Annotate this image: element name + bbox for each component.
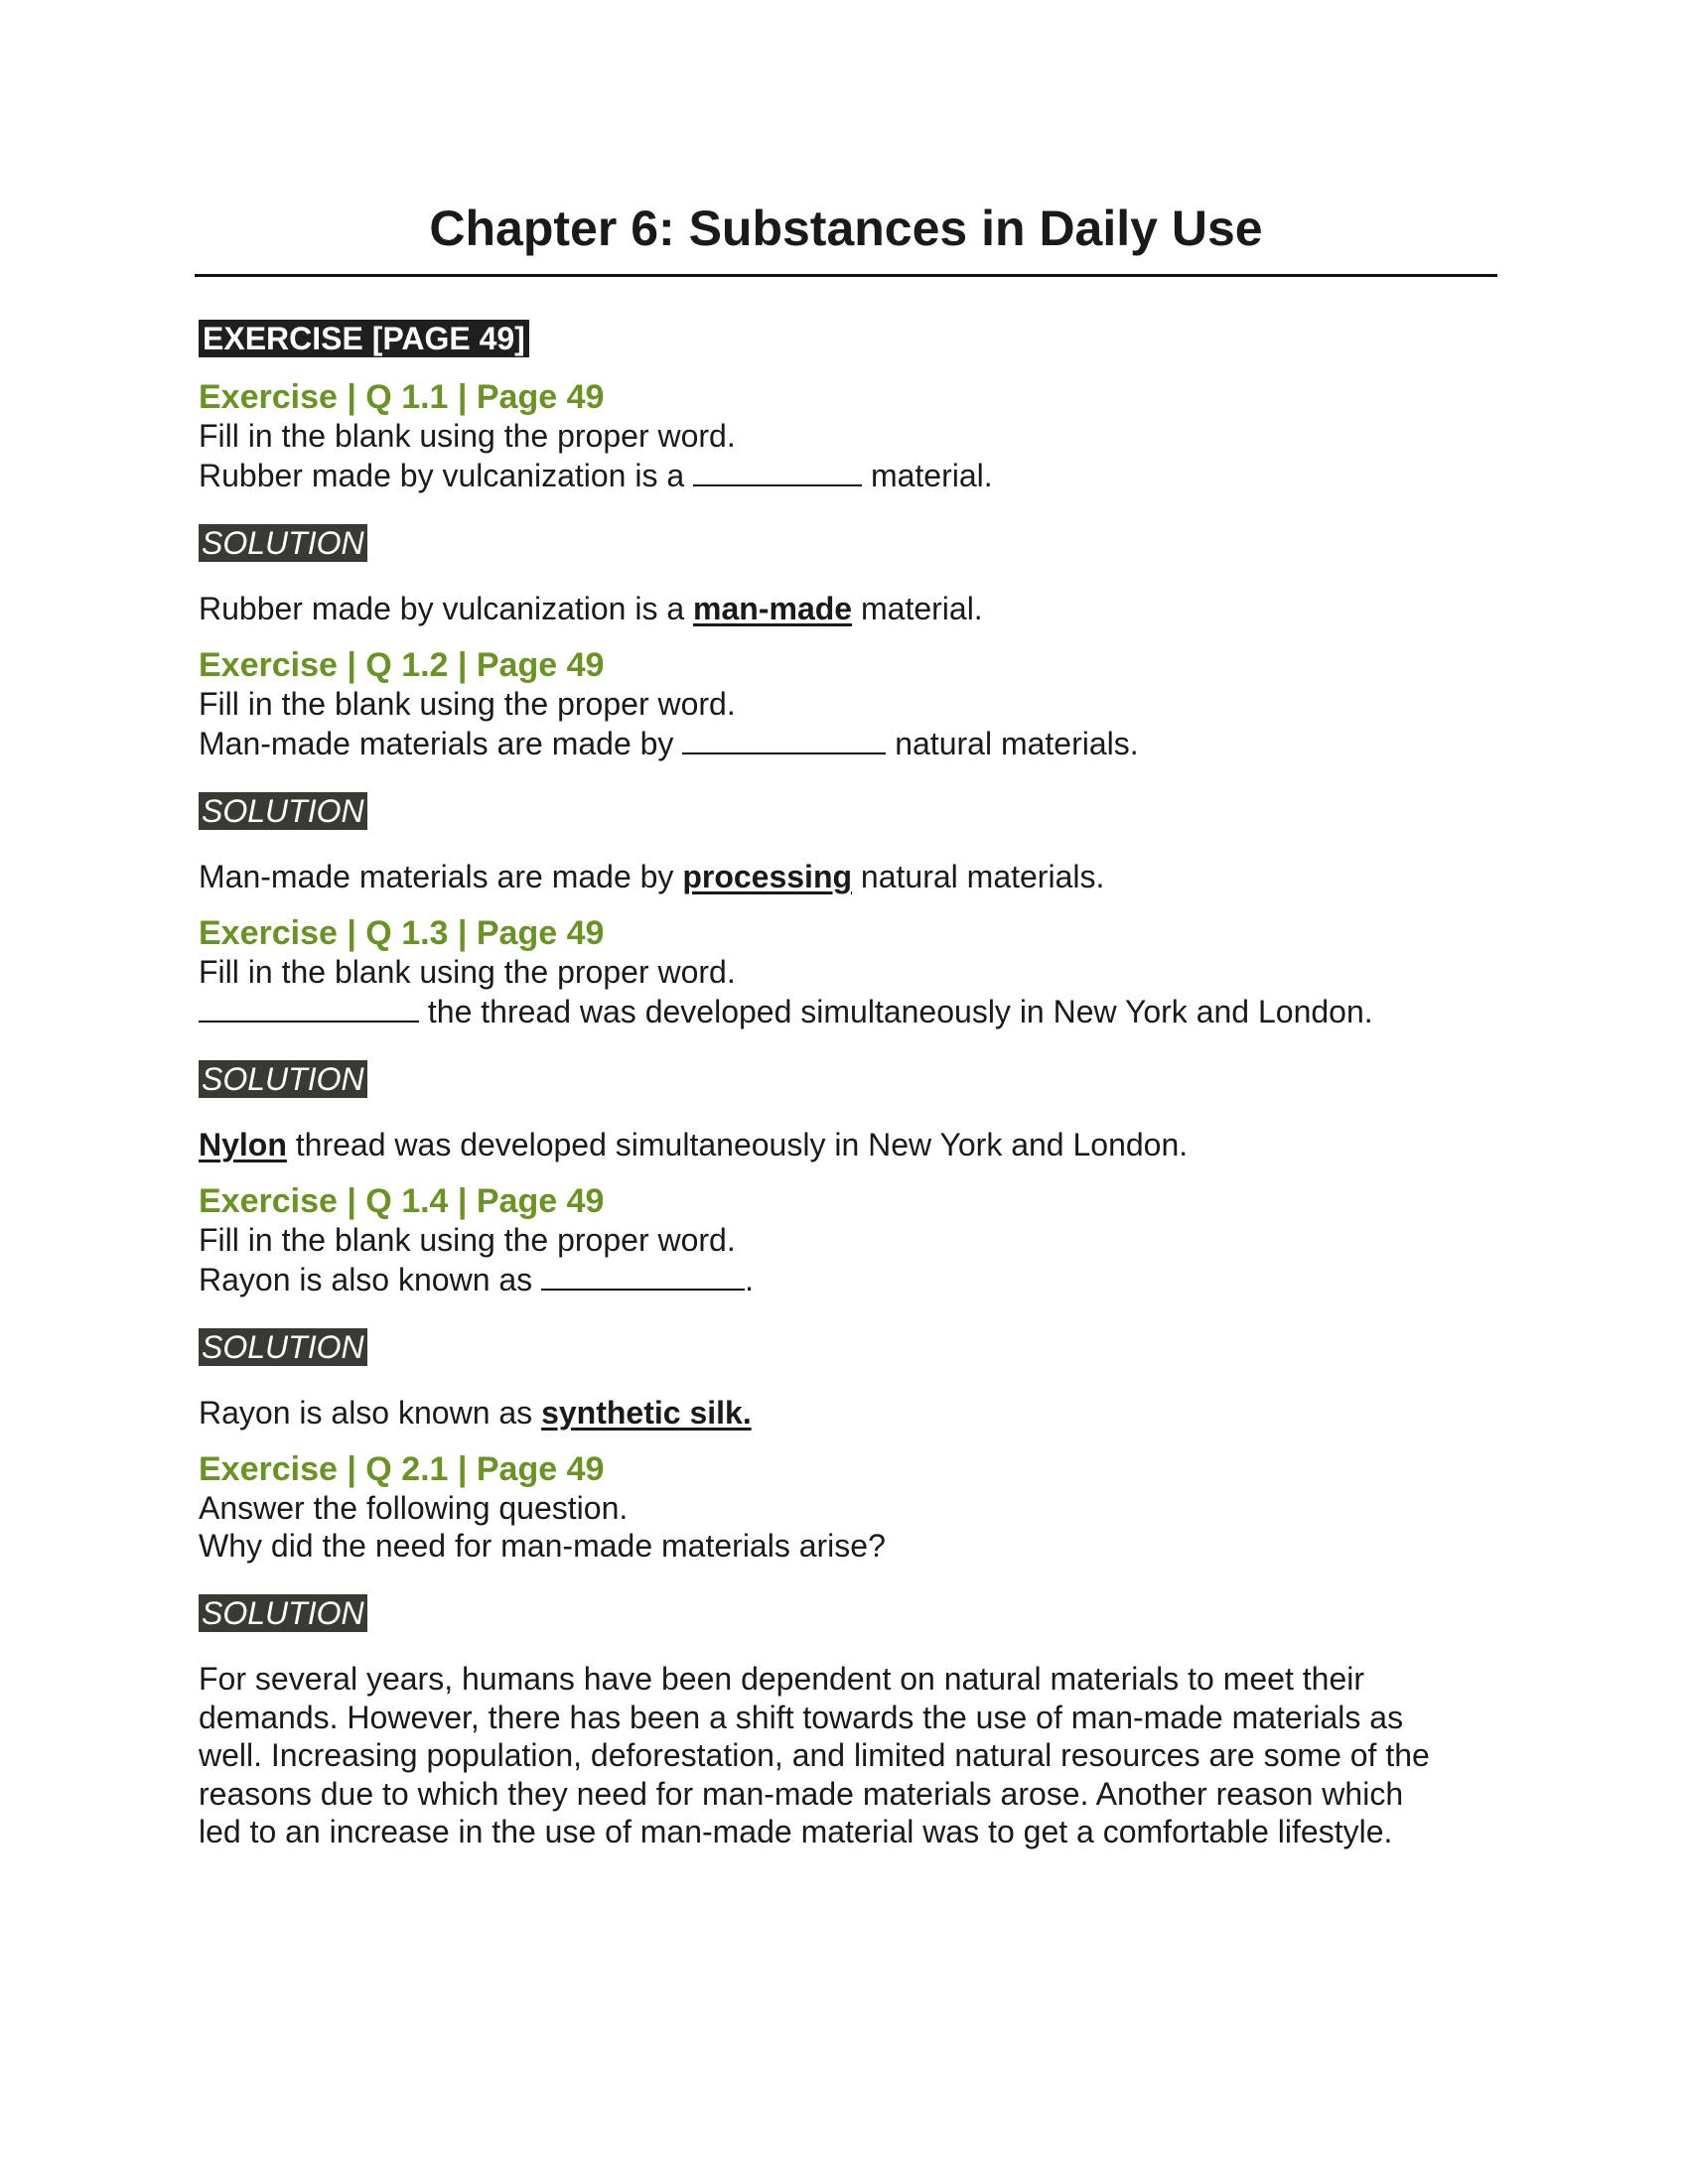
solution-answer: Nylon bbox=[199, 1127, 287, 1162]
solution-text-before: Rayon is also known as bbox=[199, 1395, 533, 1431]
question-block bbox=[199, 377, 1489, 627]
question-instruction: Fill in the blank using the proper word. bbox=[199, 686, 736, 722]
question-instruction: Answer the following question. bbox=[199, 1490, 629, 1526]
solution-text-after: material. bbox=[860, 591, 983, 626]
solution-paragraph-line: reasons due to which they need for man-made materials arose. Another reason which bbox=[199, 1775, 1404, 1812]
solution-paragraph bbox=[199, 1660, 1489, 1851]
question-prompt bbox=[199, 991, 1489, 1030]
fill-blank bbox=[682, 723, 886, 754]
question-heading: Exercise | Q 1.3 | Page 49 bbox=[199, 914, 605, 952]
solution-label: SOLUTION bbox=[199, 792, 367, 830]
solution-paragraph-line: For several years, humans have been dependent on natural materials to meet their bbox=[199, 1661, 1364, 1697]
question-heading: Exercise | Q 1.4 | Page 49 bbox=[199, 1182, 605, 1220]
solution-paragraph-line: led to an increase in the use of man-made material was to get a comfortable lifestyle. bbox=[199, 1814, 1393, 1849]
question-block bbox=[199, 1449, 1489, 1851]
question-heading: Exercise | Q 1.1 | Page 49 bbox=[199, 378, 605, 416]
question-prompt bbox=[199, 723, 1489, 762]
question-instruction: Fill in the blank using the proper word. bbox=[199, 954, 736, 990]
solution-text-after: natural materials. bbox=[860, 859, 1105, 894]
solution-answer: man-made bbox=[693, 591, 853, 626]
solution-label: SOLUTION bbox=[199, 1328, 367, 1366]
fill-blank bbox=[199, 991, 419, 1023]
question-instruction: Fill in the blank using the proper word. bbox=[199, 418, 736, 454]
prompt-text-after: the thread was developed simultaneously in New York and London. bbox=[427, 994, 1373, 1029]
question-heading: Exercise | Q 1.2 | Page 49 bbox=[199, 646, 605, 684]
solution-text-before: Man-made materials are made by bbox=[199, 859, 674, 894]
solution-text bbox=[199, 1126, 1489, 1163]
solution-answer: synthetic silk. bbox=[541, 1395, 752, 1431]
solution-label: SOLUTION bbox=[199, 1060, 367, 1098]
question-block bbox=[199, 913, 1489, 1163]
solution-label: SOLUTION bbox=[199, 1594, 367, 1632]
prompt-text-before: Rubber made by vulcanization is a bbox=[199, 458, 685, 493]
question-prompt bbox=[199, 1259, 1489, 1298]
title-divider bbox=[195, 274, 1497, 277]
solution-paragraph-line: well. Increasing population, deforestation, and limited natural resources are some of the bbox=[199, 1737, 1430, 1773]
question-block bbox=[199, 645, 1489, 895]
fill-blank bbox=[541, 1259, 745, 1291]
chapter-title: Chapter 6: Substances in Daily Use bbox=[429, 201, 1263, 256]
question-heading: Exercise | Q 2.1 | Page 49 bbox=[199, 1450, 605, 1488]
exercise-section-banner: EXERCISE [PAGE 49] bbox=[199, 320, 529, 357]
prompt-text-after: natural materials. bbox=[895, 726, 1139, 761]
question-block bbox=[199, 1181, 1489, 1432]
solution-text-before: Rubber made by vulcanization is a bbox=[199, 591, 685, 626]
prompt-text-before: Man-made materials are made by bbox=[199, 726, 674, 761]
question-text: Why did the need for man-made materials arise? bbox=[199, 1528, 886, 1564]
question-prompt bbox=[199, 455, 1489, 494]
exercise-content bbox=[199, 377, 1489, 1851]
prompt-text-after: . bbox=[745, 1262, 754, 1297]
solution-text bbox=[199, 590, 1489, 627]
question-instruction: Fill in the blank using the proper word. bbox=[199, 1222, 736, 1258]
solution-answer: processing bbox=[682, 859, 853, 894]
prompt-text-before: Rayon is also known as bbox=[199, 1262, 533, 1297]
solution-text bbox=[199, 1394, 1489, 1432]
solution-label: SOLUTION bbox=[199, 524, 367, 562]
solution-text-after: thread was developed simultaneously in New York and London. bbox=[295, 1127, 1189, 1162]
solution-text bbox=[199, 858, 1489, 895]
solution-paragraph-line: demands. However, there has been a shift towards the use of man-made materials as bbox=[199, 1699, 1404, 1735]
fill-blank bbox=[693, 455, 862, 486]
prompt-text-after: material. bbox=[870, 458, 993, 493]
